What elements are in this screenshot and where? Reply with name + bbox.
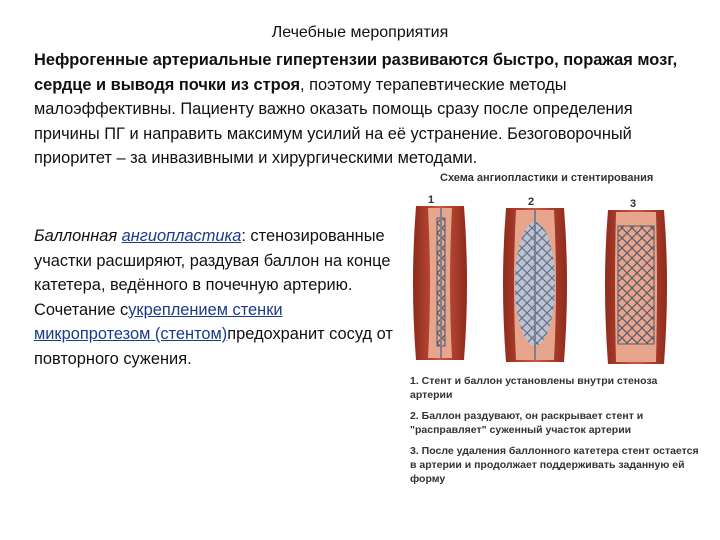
vessel-1 [413, 206, 467, 360]
intro-bold-text: Нефрогенные артериальные гипертензии развиваются быстро, поражая мозг, сердце и выводя почки из строя [34, 51, 678, 94]
stent-link[interactable]: укреплением стенки микропротезом (стентом) [34, 300, 283, 343]
angioplasty-link[interactable]: ангиопластика [121, 227, 242, 245]
figure-label-3: 3 [630, 198, 637, 210]
figure-label-2: 2 [528, 196, 535, 208]
body-text-part3: предохранит сосуд от повторного сужения. [34, 325, 393, 368]
angioplasty-paragraph [34, 224, 399, 371]
figure-title: Схема ангиопластики и стентирования [440, 172, 654, 184]
angioplasty-figure [402, 188, 702, 374]
stent-illustration [402, 188, 702, 374]
figure-label-1: 1 [428, 194, 435, 206]
caption-2: 2. Баллон раздувают, он раскрывает стент и "расправляет" суженный участок артерии [410, 410, 644, 436]
vessel-2 [503, 208, 567, 362]
vessel-3 [605, 210, 667, 364]
caption-3: 3. После удаления баллонного катетера стент остается в артерии и продолжает поддерживать заданную ей форму [410, 445, 699, 485]
intro-paragraph [34, 48, 684, 171]
caption-1: 1. Стент и баллон установлены внутри стеноза артерии [410, 375, 658, 401]
intro-rest-text: , поэтому терапевтические методы малоэффективны. Пациенту важно оказать помощь сразу после определения причины ПГ и направить максимум усилий на её устранение. Безоговорочный приоритет – за инвазивными и хирургическими методами. [34, 75, 633, 167]
page-title: Лечебные мероприятия [271, 24, 449, 41]
body-text-part2: : стенозированные участки расширяют, раздувая баллон на конце катетера, ведённого в почечную артерию. Сочетание с [34, 227, 391, 319]
figure-captions [410, 374, 700, 493]
body-text-part1: Баллонная [34, 227, 122, 245]
